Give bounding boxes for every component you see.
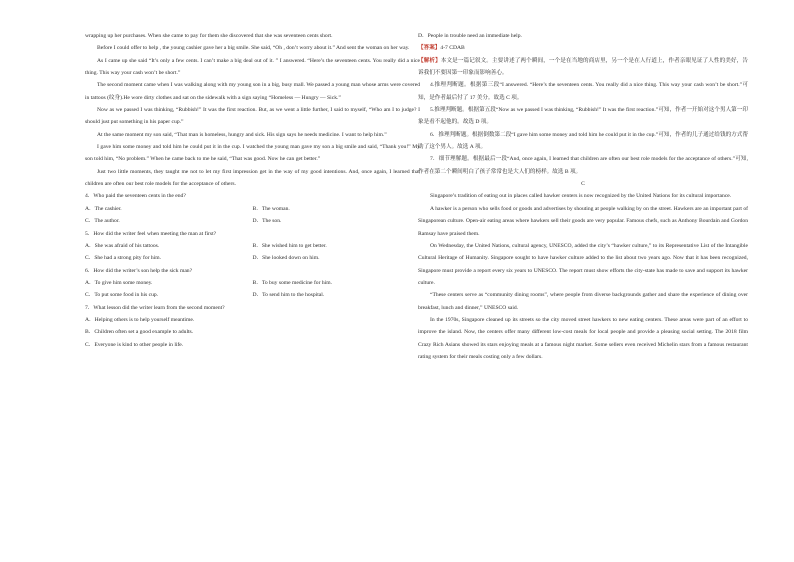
explanation-item: 5.推理判断题。根据第五段“Now as we passed I was thinking, “Rubbish!” It was the first reaction.”可知，作者一开始对这个男人第一印象是看不起他的。故选 D 项。 <box>418 107 748 126</box>
option-c: C．The author. <box>85 218 120 225</box>
analysis-tag: 【解析】 <box>418 57 441 64</box>
passage-paragraph: Before I could offer to help , the young cashier gave her a big smile. She said, “Oh , don’t worry about it.” And sent the woman on her way. <box>97 45 410 52</box>
passage-paragraph: Singapore’s tradition of eating out in places called hawker centers is now recognized by the United Nations for its cultural importance. <box>430 193 732 200</box>
passage-paragraph: At the same moment my son said, “That man is homeless, hungry and sick. His sign says he needs medicine. I want to help him.” <box>97 131 387 138</box>
passage-paragraph: As I came up she said “It’s only a few cents. I can’t make a big deal out of it. ” I answered. “Here’s the seventeen cents. You really did a nice thing. This way your cash won’t be short.” <box>85 57 420 77</box>
option-a: A．The cashier. <box>85 205 122 212</box>
option-b: B．She wished him to get better. <box>252 242 327 249</box>
passage-paragraph: I gave him some money and told him he could put it in the cup. I watched the young man gave my son a big smile and said, “Thank you!” My son told him, “No problem.” When he came back to me he said, “That was good. Now he can get better.” <box>85 144 420 163</box>
question-7 <box>85 302 420 351</box>
explanation-item: 7．细节理解题。根据最后一段“And, once again, I learned that children are often our best role models for the acceptance of others.”可知,作者在第二个瞬间明白了孩子常常也是大人们的榜样。故选 B 项。 <box>418 156 748 175</box>
answer-tag: 【答案】 <box>418 45 441 52</box>
passage-paragraph: “These centers serve as “community dining rooms”, where people from diverse backgrounds gather and share the experience of dining over breakfast, lunch and dinner,” UNESCO said. <box>418 292 748 311</box>
question-stem: 6．How did the writer’s son help the sick man? <box>85 267 193 274</box>
question-5 <box>85 228 420 265</box>
question-4 <box>85 190 420 227</box>
answer-line <box>418 42 748 54</box>
question-stem: 5．How did the writer feel when meeting the man at first? <box>85 230 217 237</box>
right-column <box>418 30 748 363</box>
passage-paragraph: wrapping up her purchases. When she came to pay for them she discovered that she was seventeen cents short. <box>85 33 333 39</box>
option-b: B．The woman. <box>252 205 290 212</box>
passage-paragraph: Just two little moments, they taught me not to let my first impression get in the way of my good intentions. And, once again, I learned that children are often our best role models for the acceptance of others. <box>85 168 420 188</box>
explanation-item: 6．推理判断题。根据倒数第二段“I gave him some money and told him he could put it in the cup.”可知，作者的儿子通过给钱的方式帮助了这个男人。故选 A 项。 <box>418 131 748 151</box>
section-heading: C <box>581 181 585 188</box>
passage-paragraph: In the 1970s, Singapore cleaned up its streets so the city moved street hawkers to new eating centers. These areas were part of an effort to improve the island. Now, the centers offer many different low-cost meals for local people and provide a pleasing social setting. The 2018 film Crazy Rich Asians showed its stars enjoying meals at a famous night market. Some sellers even received Michelin stars from a famous restaurant rating system for their meals costing only a few dollars. <box>418 316 748 360</box>
option-b: B．To buy some medicine for him. <box>252 279 332 286</box>
option-a: A．Helping others is to help yourself meantime. <box>85 316 195 323</box>
passage-paragraph: A hawker is a person who sells food or goods and advertises by shouting at people walking by on the street. Hawkers are an important part of Singaporean culture. Open-air eating areas where hawkers sell their goods are very popular. Famous chefs, such as Anthony Bourdain and Gordon Ramsay have praised them. <box>418 205 748 237</box>
analysis-line <box>418 55 748 80</box>
option-a: A．To give him some money. <box>85 279 153 286</box>
option-c: C．She had a strong pity for him. <box>85 255 161 262</box>
option-d: D．She looked down on him. <box>252 255 320 262</box>
option-b: B．Children often set a good example to adults. <box>85 329 194 336</box>
option-d: D．People in trouble need an immediate help. <box>418 33 522 39</box>
option-c: C．Everyone is kind to other people in life. <box>85 341 184 348</box>
explanation-item: 4.推理判断题。根据第三段“I answered. “Here’s the seventeen cents. You really did a nice thing. This way your cash won’t be short.”可知，是作者最后付了 17 美分。故选 C 项。 <box>418 82 748 101</box>
option-a: A．She was afraid of his tattoos. <box>85 242 160 249</box>
analysis-text: 本文是一篇记叙文。主要讲述了两个瞬间，一个是在当地的商店里，另一个是在人行道上，作者亲眼见证了人性的美好，告诉我们不要因第一印象而影响善心。 <box>418 57 748 77</box>
question-6 <box>85 265 420 302</box>
passage-paragraph: Now as we passed I was thinking, “Rubbish!” It was the first reaction. But, as we went a little further, I said to myself, “Who am I to judge? I should just put something in his paper cup.” <box>85 107 420 126</box>
answer-text: 4-7 CDAB <box>440 45 465 52</box>
option-d: D．The son. <box>252 218 282 225</box>
passage-paragraph: The second moment came when I was walking along with my young son in a big, busy mall. We passed a young man whose arms were covered in tattoos (纹身).He wore dirty clothes and sat on the sidewalk with a sign saying “Homeless — Hungry — Sick.” <box>85 82 420 101</box>
question-stem: 4．Who paid the seventeen cents in the end? <box>85 193 186 200</box>
option-c: C．To put some food in his cup. <box>85 292 159 299</box>
passage-paragraph: On Wednesday, the United Nations, cultural agency, UNESCO, added the city’s “hawker culture,” to its Representative List of the Intangible Cultural Heritage of Humanity. Singapore sought to have hawker culture added to the list about two years ago. Now that it has been recognized, Singapore must provide a report every six years to UNESCO. The report must show efforts the city-state has made to save and support its hawker culture. <box>418 242 748 286</box>
question-stem: 7．What lesson did the writer learn from the second moment? <box>85 304 225 311</box>
option-d: D．To send him to the hospital. <box>252 292 325 299</box>
left-column <box>85 30 420 351</box>
